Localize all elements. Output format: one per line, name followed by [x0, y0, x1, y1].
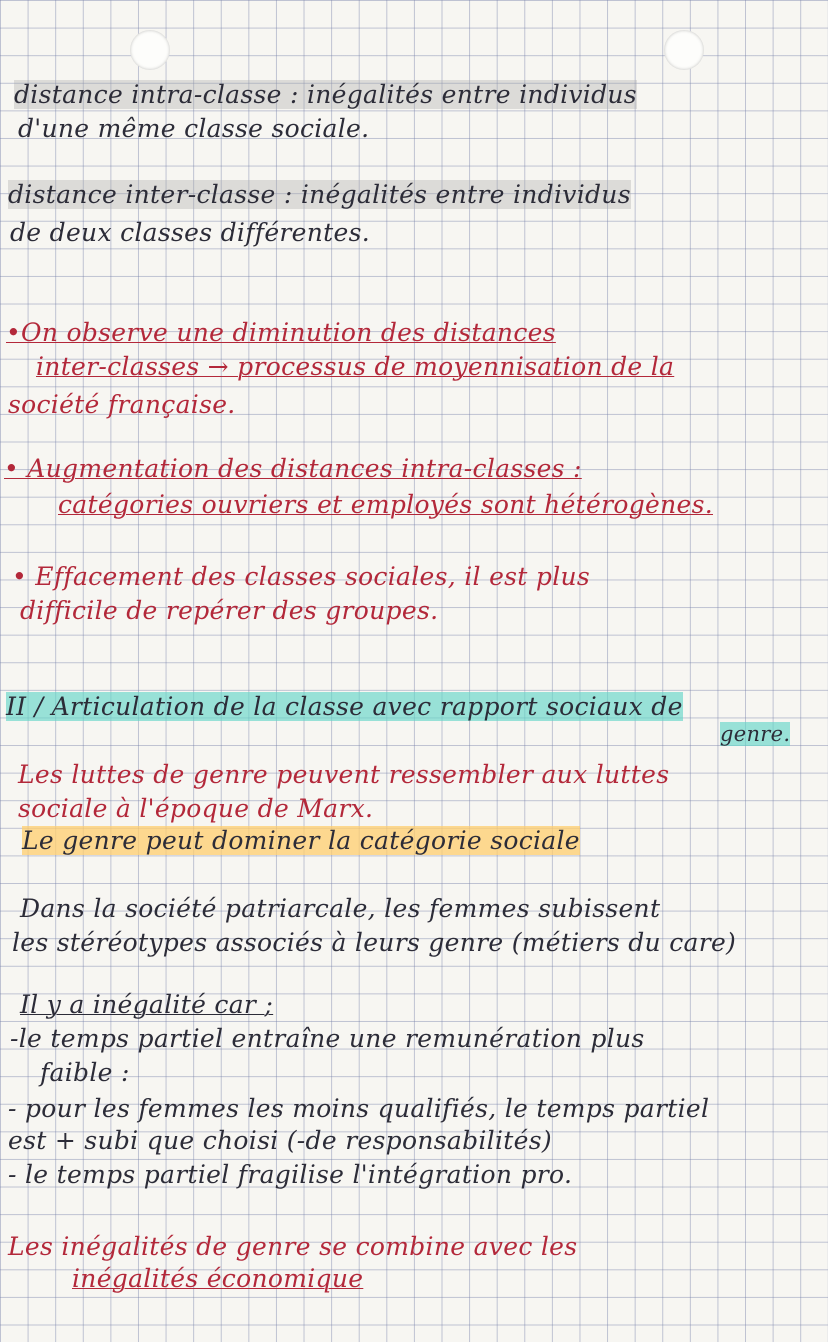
bullet-intra-line-2: catégories ouvriers et employés sont hétérogènes. — [58, 490, 713, 519]
bullet-moyennisation-line-2: inter-classes → processus de moyennisation de la — [36, 352, 675, 381]
paragraph-luttes-line-1: Les luttes de genre peuvent ressembler aux luttes — [18, 760, 670, 789]
conclusion-line-1: Les inégalités de genre se combine avec les — [8, 1232, 578, 1261]
inegalite-point-1-line-1: -le temps partiel entraîne une remunération plus — [10, 1024, 645, 1053]
bullet-effacement-line-1: • Effacement des classes sociales, il est plus — [12, 562, 591, 591]
conclusion-line-2: inégalités économique — [72, 1264, 364, 1293]
binder-hole-right — [664, 30, 704, 70]
definition-intra-line-2: d'une même classe sociale. — [18, 114, 370, 143]
inegalite-point-2-line-1: - pour les femmes les moins qualifiés, le temps partiel — [8, 1094, 710, 1123]
paragraph-patriarcale-line-1: Dans la société patriarcale, les femmes subissent — [20, 894, 661, 923]
bullet-intra-line-1: • Augmentation des distances intra-classes : — [4, 454, 582, 483]
paragraph-luttes-line-3: Le genre peut dominer la catégorie sociale — [22, 826, 580, 855]
inegalite-heading: Il y a inégalité car ; — [20, 990, 274, 1019]
paragraph-luttes-line-2: sociale à l'époque de Marx. — [18, 794, 374, 823]
bullet-moyennisation-line-1: •On observe une diminution des distances — [6, 318, 556, 347]
bullet-effacement-line-2: difficile de repérer des groupes. — [20, 596, 439, 625]
bullet-moyennisation-line-3: société française. — [8, 390, 236, 419]
definition-inter-line-2: de deux classes différentes. — [10, 218, 370, 247]
inegalite-point-3: - le temps partiel fragilise l'intégration pro. — [8, 1160, 573, 1189]
definition-intra-line-1: distance intra-classe : inégalités entre individus — [14, 80, 637, 109]
inegalite-point-2-line-2: est + subi que choisi (-de responsabilités) — [8, 1126, 552, 1155]
definition-inter-line-1: distance inter-classe : inégalités entre individus — [8, 180, 631, 209]
section-heading: II / Articulation de la classe avec rapport sociaux de — [6, 692, 683, 721]
inegalite-point-1-line-2: faible : — [40, 1058, 130, 1087]
paragraph-patriarcale-line-2: les stéréotypes associés à leurs genre (métiers du care) — [12, 928, 737, 957]
binder-hole-left — [130, 30, 170, 70]
section-heading-continuation: genre. — [720, 722, 791, 746]
